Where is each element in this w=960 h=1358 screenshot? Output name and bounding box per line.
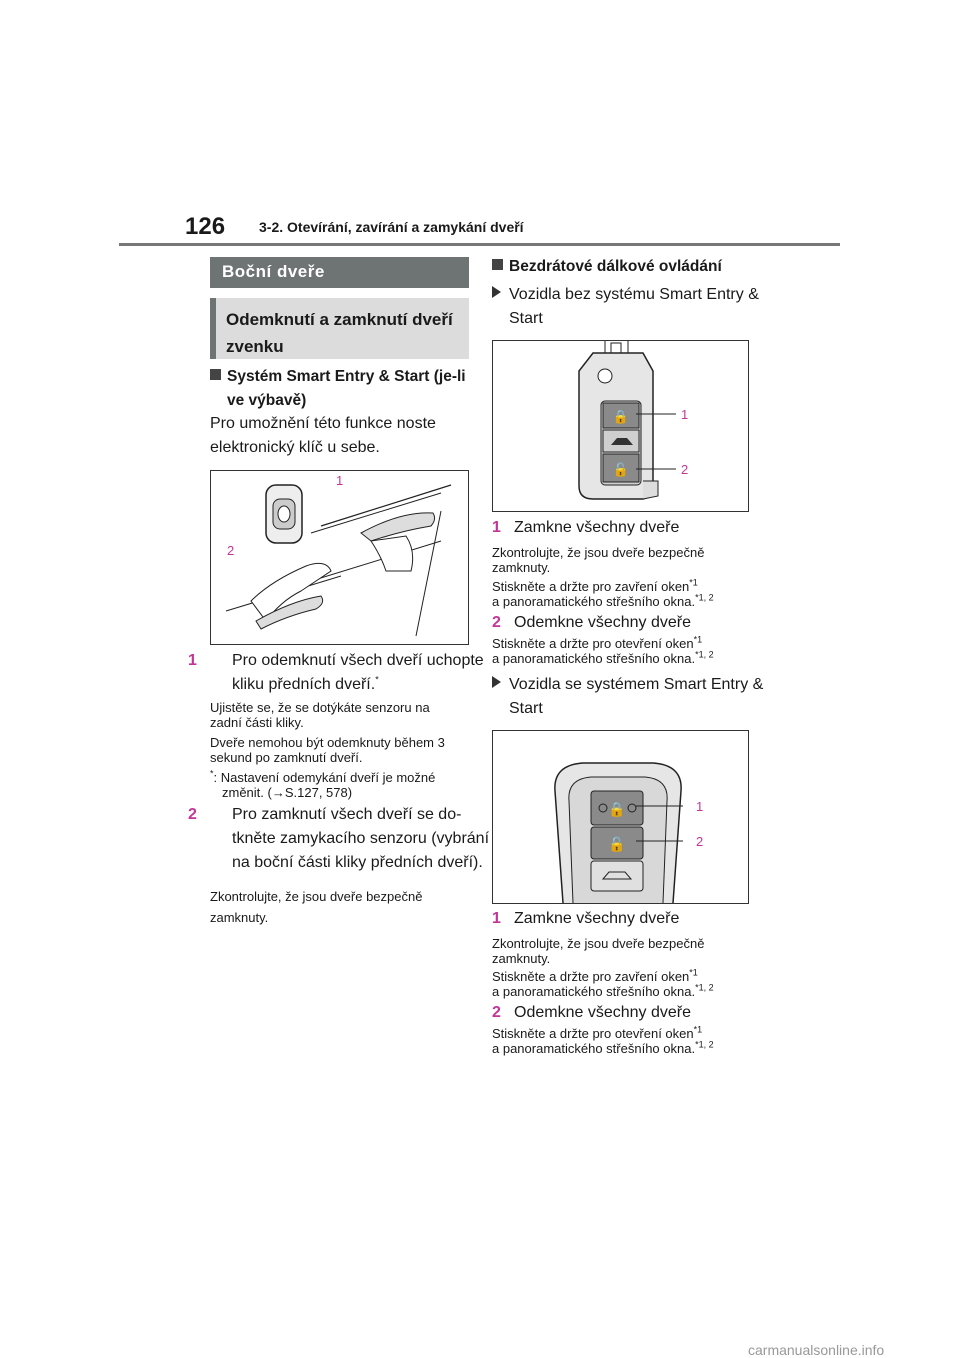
left-note-1: Ujistěte se, že se dotýkáte senzoru na zadní části kliky. xyxy=(210,700,430,730)
triangle-bullet-icon xyxy=(492,676,501,688)
right-step-1a: 1 Zamkne všechny dveře xyxy=(492,519,680,536)
door-handle-figure xyxy=(210,470,469,645)
figure-label-1: 1 xyxy=(681,407,689,422)
right-open-windows-a: Stiskněte a držte pro otevření oken$^{*1}$ a panoramatického střešního okna.$^{*1, 2}$ xyxy=(492,634,714,666)
right-step-2b: 2 Odemkne všechny dveře xyxy=(492,1004,691,1021)
right-step-2a: 2 Odemkne všechny dveře xyxy=(492,614,691,631)
figure-label-1: 1 xyxy=(696,799,704,814)
right-step-1b: 1 Zamkne všechny dveře xyxy=(492,910,680,927)
left-intro: Pro umožnění této funkce noste elektronický klíč u sebe. xyxy=(210,415,436,456)
svg-text:🔓: 🔓 xyxy=(608,837,626,853)
flip-key-illustration xyxy=(493,341,748,511)
left-heading: Systém Smart Entry & Start (je-li ve výbavě) xyxy=(210,365,482,413)
page-number: 126 xyxy=(185,213,226,240)
left-step-2: 2 Pro zamknutí všech dveří se dotkněte zamykacího senzoru (vybrání na boční části kliky předních dveří). xyxy=(210,803,490,875)
subsection-title-box xyxy=(210,298,469,359)
section-title: Boční dveře xyxy=(222,262,325,281)
trunk-button xyxy=(591,861,643,891)
right-close-windows-b: Stiskněte a držte pro zavření oken$^{*1}$ a panoramatického střešního okna.$^{*1, 2}$ xyxy=(492,967,714,999)
left-note-3: Zkontrolujte, že jsou dveře bezpečně zamknuty. xyxy=(210,889,423,925)
svg-text:🔓: 🔓 xyxy=(612,463,630,478)
subsection-title: Odemknutí a zamknutí dveří zvenku xyxy=(226,310,453,356)
figure-label-2: 2 xyxy=(681,462,689,477)
square-bullet-icon xyxy=(210,369,221,380)
right-sub-1: Vozidla bez systému Smart Entry & Start xyxy=(492,283,771,331)
svg-text:🔒: 🔒 xyxy=(612,410,630,425)
key-fob-figure-1 xyxy=(492,340,749,512)
figure-label-2: 2 xyxy=(227,543,235,558)
right-heading: Bezdrátové dálkové ovládání xyxy=(492,255,752,279)
right-check-b: Zkontrolujte, že jsou dveře bezpečně zamknuty. xyxy=(492,936,705,966)
right-check-a: Zkontrolujte, že jsou dveře bezpečně zamknuty. xyxy=(492,545,705,575)
figure-label-1: 1 xyxy=(336,473,344,488)
svg-text:🔒: 🔒 xyxy=(608,802,626,818)
right-open-windows-b: Stiskněte a držte pro otevření oken$^{*1}$ a panoramatického střešního okna.$^{*1, 2}$ xyxy=(492,1024,714,1056)
chapter-title: 3-2. Otevírání, zavírání a zamykání dveří xyxy=(259,219,524,235)
square-bullet-icon xyxy=(492,259,503,270)
smart-key-illustration xyxy=(493,731,748,903)
left-step-1: 1 Pro odemknutí všech dveří uchopte kliku předních dveří.* xyxy=(210,649,487,697)
key-fob-figure-2 xyxy=(492,730,749,904)
right-close-windows-a: Stiskněte a držte pro zavření oken$^{*1}$ a panoramatického střešního okna.$^{*1, 2}$ xyxy=(492,577,714,609)
left-note-2: Dveře nemohou být odemknuty během 3 sekund po zamknutí dveří. xyxy=(210,735,445,765)
figure-label-2: 2 xyxy=(696,834,704,849)
right-sub-2: Vozidla se systémem Smart Entry & Start xyxy=(492,673,771,721)
left-footnote: *: Nastavení odemykání dveří je možné změnit. (→S.127, 578) xyxy=(210,768,436,800)
door-handle-illustration xyxy=(211,471,468,644)
step-number: 1 xyxy=(188,652,197,669)
watermark: carmanualsonline.info xyxy=(748,1342,885,1358)
header-rule xyxy=(119,243,840,246)
triangle-bullet-icon xyxy=(492,286,501,298)
section-title-bar xyxy=(210,257,469,288)
step-number: 2 xyxy=(188,806,197,823)
